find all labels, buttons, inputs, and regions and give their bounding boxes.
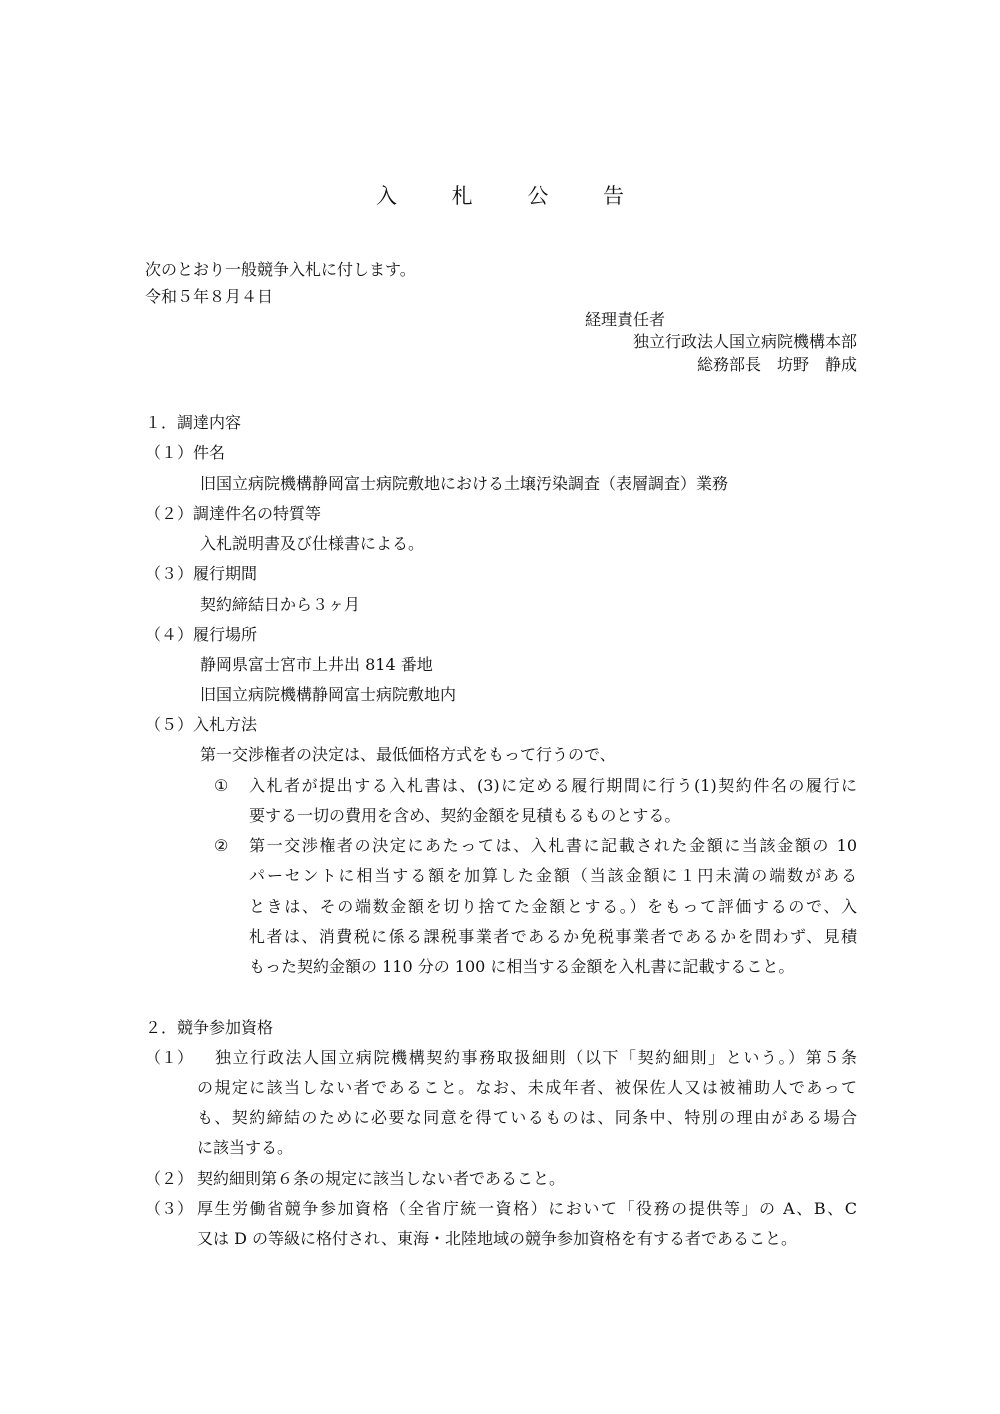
intro-text: 次のとおり一般競争入札に付します。 <box>145 260 416 279</box>
item-text: も、契約締結のために必要な同意を得ているものは、同条中、特別の理由がある場合 <box>197 1108 857 1127</box>
item-text: の規定に該当しない者であること。なお、未成年者、被保佐人又は被補助人であって <box>197 1078 857 1097</box>
sub-item-text: もった契約金額の 110 分の 100 に相当する金額を入札書に記載すること。 <box>249 957 795 976</box>
sub-item-text: 札者は、消費税に係る課税事業者であるか免税事業者であるかを問わず、見積 <box>249 927 857 946</box>
sub-item-text: 入札者が提出する入札書は、(3)に定める履行期間に行う(1)契約件名の履行に <box>249 776 857 795</box>
item-text: 厚生労働省競争参加資格（全省庁統一資格）において「役務の提供等」の A、B、C <box>197 1199 857 1218</box>
section1-heading: １．調達内容 <box>145 413 242 432</box>
issuer-role: 経理責任者 <box>585 310 666 329</box>
item-text: 独立行政法人国立病院機構契約事務取扱細則（以下「契約細則」という。）第５条 <box>215 1048 857 1067</box>
item-text: 旧国立病院機構静岡富士病院敷地における土壌汚染調査（表層調査）業務 <box>200 474 729 493</box>
item-text: に該当する。 <box>197 1138 294 1157</box>
item-text: 又は D の等級に格付され、東海・北陸地域の競争参加資格を有する者であること。 <box>197 1229 797 1248</box>
item-label: （１） <box>145 1048 194 1067</box>
item-text: 契約細則第６条の規定に該当しない者であること。 <box>197 1169 566 1188</box>
item-text: 旧国立病院機構静岡富士病院敷地内 <box>200 685 457 704</box>
item-label: （３） <box>145 1199 194 1218</box>
item-text: 第一交渉権者の決定は、最低価格方式をもって行うので、 <box>200 745 616 764</box>
sub-item-marker: ② <box>214 836 229 855</box>
item-text: 静岡県富士宮市上井出 814 番地 <box>200 655 433 674</box>
sub-item-text: ときは、その端数金額を切り捨てた金額とする。）をもって評価するので、入 <box>249 897 857 916</box>
section2-heading: ２．競争参加資格 <box>145 1018 274 1037</box>
notice-date: 令和５年８月４日 <box>145 287 274 306</box>
issuer-name: 総務部長 坊野 静成 <box>696 355 857 374</box>
item-label: （３）履行期間 <box>145 564 258 583</box>
item-text: 入札説明書及び仕様書による。 <box>200 534 425 553</box>
sub-item-text: パーセントに相当する額を加算した金額（当該金額に１円未満の端数がある <box>249 866 857 885</box>
item-label: （４）履行場所 <box>145 625 258 644</box>
item-label: （１）件名 <box>145 443 226 462</box>
item-label: （２） <box>145 1169 194 1188</box>
item-label: （２）調達件名の特質等 <box>145 504 322 523</box>
item-text: 契約締結日から３ヶ月 <box>200 595 361 614</box>
sub-item-marker: ① <box>214 776 229 795</box>
sub-item-text: 第一交渉権者の決定にあたっては、入札書に記載された金額に当該金額の 10 <box>249 836 857 855</box>
sub-item-text: 要する一切の費用を含め、契約金額を見積もるものとする。 <box>249 806 681 825</box>
document-title: 入 札 公 告 <box>375 184 649 208</box>
issuer-organization: 独立行政法人国立病院機構本部 <box>632 332 857 351</box>
item-label: （５）入札方法 <box>145 715 258 734</box>
